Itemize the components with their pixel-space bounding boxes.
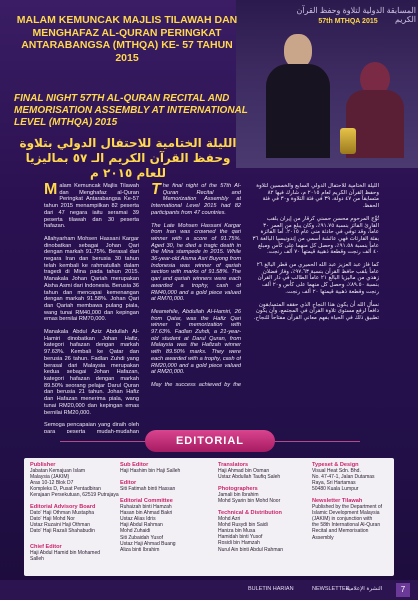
editorial-header [60,430,360,454]
malay-para-4: Semoga pencapaian yang diraih oleh para peserta mudah-mudahan [44,422,139,433]
credit-newsletter: Newsletter Tilawah Published by the Department of Islamic Development Malaysia (JAKIM) in conjunction with the 58th International Al-Quran Recital and Memorisation Assembly [312,498,383,541]
title-english: FINAL NIGHT 57TH AL-QURAN RECITAL AND MEMORISATION ASSEMBLY AT INTERNATIONAL LEVEL (MTHQA) 2015 [14,93,248,128]
english-para-1: he final night of the 57th Al-Quran Recital and Memorization Assembly at International Level 2015 had 82 participants from 47 countries. [151,183,241,216]
column-arabic [251,183,379,433]
credit-chief-editor: Chief Editor Haji Abdul Hamid bin Mohamed Salleh [30,544,101,563]
editorial-title: EDITORIAL [145,430,275,452]
malay-para-3: Manakala Abdul Aziz Abdullah Al-Hamiri dinobatkan Johan Hafiz, kategori hafazan dengan markah 97.63%. Kembali ke Qatar dan berusia 26 tahun. Fadlan Zuhdi yang berasal dari Malaysia merupakan kedua sebagai Johan Hafazan, kategori hafazan dengan markah 89.50% seorang pelajar Darul Quran dan berusia 21 tahun. Johan Hafiz dan Hafazan menerima piala, wang tunai RM20,000 dan kepingan emas bernilai RM20,000. [44,329,139,416]
mthqa-logo: 57th MTHQA 2015 [318,18,378,25]
photo-banner-text: المسابقة الدولية لتلاوة وحفظ القرآن الكريم [296,6,416,24]
credit-typeset-design: Typeset & Design Visual Heat Sdn. Bhd. No. 47-47-1, Jalan Dutamas Raya, Sri Hartamas 50480 Kuala Lumpur [312,462,375,493]
credit-technical: Technical & Distribution Mohd Azri Mohd Rusydi bin Saidi Haniza bin Musa Hamidah binti Yusof Rosidi bin Hamzah Nurul Ain binti Abdul Rahman [218,510,284,553]
event-photo [236,0,418,168]
page-number: 7 [396,583,410,597]
photo-man [266,34,330,158]
trophy-icon [340,128,356,154]
arabic-para-4: نسأل الله أن يكون هذا النجاح الذي حققه المتسابقون دافعاً لرفع مستوى تلاوة القرآن في المجتمع، وأن يكون تطبيق ذلك في الحياة بفهم معاني القرآن مفتاحاً للنجاح. [253,301,379,321]
credit-translators: Translators Haji Ahmad bin Osman Ustaz Abdullah Taufiq Saleh [218,462,281,481]
title-malay: MALAM KEMUNCAK MAJLIS TILAWAH DAN MENGHAFAZ AL-QURAN PERINGKAT ANTARABANGSA (MTHQA) KE- 57 TAHUN 2015 [16,14,238,64]
credit-publisher: Publisher Jabatan Kemajuan Islam Malaysia (JAKIM) Aras 10-12 Blok D7 Kompleks D, Pusat Pentadbiran Kerajaan Persekutuan, 62519 Putrajaya [30,462,119,499]
editorial-credits [24,458,394,576]
dropcap-english: T [151,183,161,198]
malay-para-2: Allahyarham Mohsen Hassani Kargar dinobatkan sebagai Johan Qari dengan markah 91.75%. Berasal dari negara Iran dan berusia 30 tahun telah kembali ke rahmatullah dalam tragedi di Mina pada tahun 2015. Manakala Johan Qariah merupakan Aisha Asmi dari Indonesia. Berusia 36 tahun dan mencapai kemenangan dengan markah 91.58%. Johan Qari dan Qariah membawa pulang piala, wang tunai RM40,000 dan kepingan emas bernilai RM70,000. [44,235,139,323]
english-para-4: May the success achieved by the [151,381,241,388]
column-malay [44,183,139,433]
credit-advisory-board: Editorial Advisory Board Dato' Haji Othman Mustapha Dato' Haji Mohd Nor Ustaz Ruzaini Haji Othman Dato' Haji Razali Shahabudin [30,504,96,535]
credit-photographers: Photographers Jamali bin Ibrahim Mohd Syarin bin Mohd Noor [218,486,281,505]
footer-arabic: النشرة الإعلامية [346,586,383,592]
arabic-para-1: الليلة الختامية للاحتفال الدولي السابع والخمسين لتلاوة وحفظ القرآن الكريم لعام ٢٠١٥ م، شارك فيها ٨٢ متسابقاً من ٤٧ دولة، ٣٩ في فئة التلاوة و٣٠ في فئة الحفظ. [256,183,379,210]
arabic-para-2: تُوِّج المرحوم محسن حسني كرقار من إيران بلقب القارئ الفائز بنسبة ٩١.٧٥٪، وكان يبلغ من العمر ٣٠ عاماً، وقد توفي في حادثة منى عام ٢٠١٥. أما الفائزة بفئة القارئات فهي عائشة أسمي من إندونيسيا البالغة ٣٦ عاماً بنسبة ٩١.٥٨٪، وحصل كل منهما على كأس ومبلغ ٤٠ ألف رنجت وقطعة ذهبية قيمتها ٧٠ ألف رنجت. [252,215,379,256]
title-arabic: الليلة الختامية للاحتفال الدولي بتلاوة وحفظ القرآن الكريم الـ ٥٧ بماليزيا للعام ٢٠١٥ م [19,136,237,180]
credit-editorial-committee: Editorial Committee Ruhaizah binti Hamzah Hasan bin Ahmad Bakri Ustaz Alias Idris Haji Abdul Rahman Mohd Zuhaidi Siti Zubaidah Yusof Ustaz Haji Ahmad Buang Aliza binti Ibrahim [120,498,176,553]
credit-editor: Editor Siti Fatimah binti Hassan [120,480,176,493]
footer-buletin: BULETIN HARIAN [248,586,294,592]
english-para-2: The Late Mohsen Hassani Kargar from Iran was crowned the qari winner with a score of 91.75%. Aged 30, he died a tragic death in the Mina stampede in 2015. While 36-year-old Aisma Asri Buyong from Indonesia was winner of qariah section with marks of 91.58%. The qari and qariah winners were each awarded a trophy, cash of RM40,000 and a gold piece valued at RM70,000. [151,222,241,303]
malay-para-1: alam Kemuncak Majlis Tilawah dan Menghafaz al-Quran Peringkat Antarabangsa Ke-57 tahun 2015 menampilkan 82 peserta dari 47 negara iaitu seramai 39 peserta tilawah dan 30 peserta hafazan. [44,183,139,230]
column-english [151,183,241,388]
english-para-3: Meanwhile, Abdullah Al-Hamiri, 26 from Qatar, was the Hafiz Qari winner in memorization with 97.63%. Fadlan Zuhdi, a 21-year-old student at Darul Quran, from Malaysia was the Hafizah winner with 89.50% marks. They were each awarded with a trophy, cash of RM20,000 and a gold piece valued at RM20,000. [151,308,241,376]
arabic-para-3: كما فاز عبد العزيز عبد الله الحميري من قطر البالغ ٢٦ عاماً بلقب حافظ القرآن بنسبة ٩٧.٦٣٪، وفاز فضلان زهدي من ماليزيا البالغ ٢١ عاماً الطالب في دار القرآن بنسبة ٨٩.٥٠٪، وحصل كل منهما على كأس و٢٠ ألف رنجت وقطعة ذهبية قيمتها ٢٠ ألف رنجت. [256,262,379,295]
dropcap-malay: M [44,183,58,198]
page-footer [0,580,418,600]
footer-newsletter: NEWSLETTER [312,586,350,592]
credit-sub-editor: Sub Editor Haji Hashim bin Haji Salleh [120,462,181,475]
